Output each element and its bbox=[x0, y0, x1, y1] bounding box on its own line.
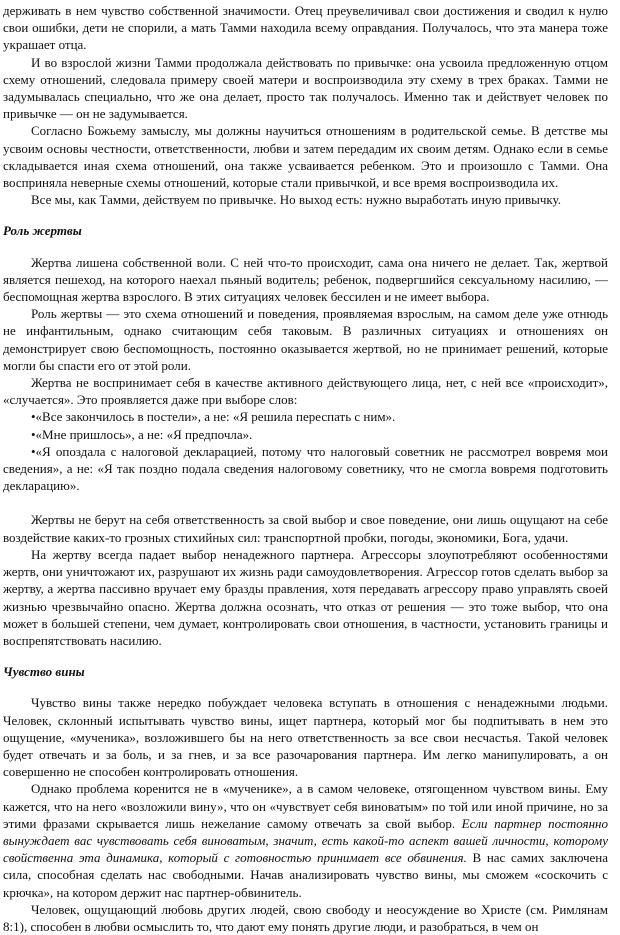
paragraph-text: Однако проблема коренится не в «мученике», а в самом человеке, отягощенном чувством вины. Ему кажется, что на него «возложили вину», что он «чувствует себя виноватым» по той или иной причине, но за этими фразами скрывается лишь нежелание самому отвечать за свой выбор. bbox=[3, 781, 608, 831]
paragraph: Жертва не воспринимает себя в качестве активного действующего лица, нет, с ней все «происходит», «случается». Это проявляется даже при выборе слов: bbox=[3, 375, 608, 408]
list-item: •«Все закончилось в постели», а не: «Я решила переспать с ним». bbox=[31, 409, 396, 425]
paragraph: Чувство вины также нередко побуждает человека вступать в отношения с ненадежными людьми. Человек, склонный испытывать чувство вины, ищет партнера, который мог бы подпитывать в нем это ощущение, «мученика», возложившего бы на него ответственность за все свои несчастья. Такой человек будет отвечать и за боль, и за гнев, и за все разочарования партнера. Им легко манипулировать, а он совершенно не способен контролировать отношения. bbox=[3, 695, 608, 780]
spacer bbox=[3, 240, 608, 254]
document-page bbox=[3, 2, 608, 935]
paragraph-text: В нас самих заключена сила, способная сделать нас свободными. Начав анализировать чувство вины, мы сможем «соскочить с крючка», на котором держит нас партнер-обвинитель. bbox=[3, 850, 608, 900]
paragraph: Человек, ощущающий любовь других людей, свою свободу и неосуждение во Христе (см. Римлянам 8:1), способен в любви осмыслить то, что дают ему понять другие люди, и разобраться, в чем он bbox=[3, 901, 608, 934]
list-item: •«Мне пришлось», а не: «Я предпочла». bbox=[31, 426, 253, 442]
paragraph: Жертва лишена собственной воли. С ней что-то происходит, сама она ничего не делает. Так, жертвой является пешеход, на которого наехал пьяный водитель; ребенок, подвергшийся сексуальному насилию, — беспомощная жертва взрослого. В этих ситуациях человек бессилен и не имеет выбора. bbox=[3, 254, 608, 305]
paragraph: Согласно Божьему замыслу, мы должны научиться отношениям в родительской семье. В детстве мы усвоим основы честности, ответственности, любви и затем передадим их своим детям. Однако если в семье складывается иная схема отношений, она также усваивается ребенком. Это и произошло с Тамми. Она восприняла неверные схемы отношений, которые стали привычкой, и все время воспроизводила их. bbox=[3, 123, 608, 191]
spacer bbox=[3, 208, 608, 222]
paragraph: держивать в нем чувство собственной значимости. Отец преувеличивал свои достижения и сводил к нулю свои ошибки, дети не спорили, а мать Тамми находила всему оправдания. Получалось, что эта манера тоже украшает отца. bbox=[3, 3, 608, 53]
paragraph: Все мы, как Тамми, действуем по привычке. Но выход есть: нужно выработать иную привычку. bbox=[31, 192, 562, 208]
paragraph: Роль жертвы — это схема отношений и поведения, проявляемая взрослым, на самом деле уже отнюдь не инфантильным, однако считающим себя таковым. В различных ситуациях и отношениях он демонстрирует свою беспомощность, постоянно оказывается жертвой, но не принимает решений, которые могли бы спасти его от этой роли. bbox=[3, 306, 608, 373]
section-heading-victim-role: Роль жертвы bbox=[3, 223, 82, 239]
paragraph bbox=[3, 780, 608, 900]
paragraph: И во взрослой жизни Тамми продолжала действовать по привычке: она усвоила предложенную отцом схему отношений, следовала примеру своей матери и воспроизводила эту схему в трех браках. Тамми не задумывалась специально, что же она делает, просто так получалось. Именно так и действует человек по привычке — он не задумывается. bbox=[3, 54, 608, 122]
spacer bbox=[3, 649, 608, 663]
paragraph: Жертвы не берут на себя ответственность за свой выбор и свое поведение, они лишь ощущают на себе воздействие каких-то грозных стихийных сил: транспортной пробки, погоды, экономики, Бога, удачи. bbox=[3, 512, 608, 545]
list-item: •«Я опоздала с налоговой декларацией, потому что налоговый советник не рассмотрел вовремя мои сведения», а не: «Я так поздно подала сведения налоговому советнику, что не смогла вовремя подготовить декларацию». bbox=[3, 443, 608, 494]
emphasized-text: Если партнер постоянно вынуждает вас чувствовать себя виноватым, значит, есть какой-то аспект вашей личности, которому свойственна эта динамика, который с готовностью принимает все обвинения. bbox=[3, 815, 608, 866]
spacer bbox=[3, 494, 608, 511]
spacer bbox=[3, 680, 608, 694]
paragraph: На жертву всегда падает выбор ненадежного партнера. Агрессоры злоупотребляют особенностями жертв, они уничтожают их, разрушают их жизнь ради самоудовлетворения. Агрессор готов сделать выбор за жертву, а жертва пассивно вручает ему бразды правления, хотя передавать агрессору право управлять своей жизнью чрезвычайно опасно. Жертва должна осознать, что отказ от решения — это тоже выбор, что она может в большей степени, чем думает, контролировать свои отношения, в частности, установить границы и воспрепятствовать насилию. bbox=[3, 546, 608, 648]
section-heading-guilt: Чувство вины bbox=[3, 664, 85, 680]
